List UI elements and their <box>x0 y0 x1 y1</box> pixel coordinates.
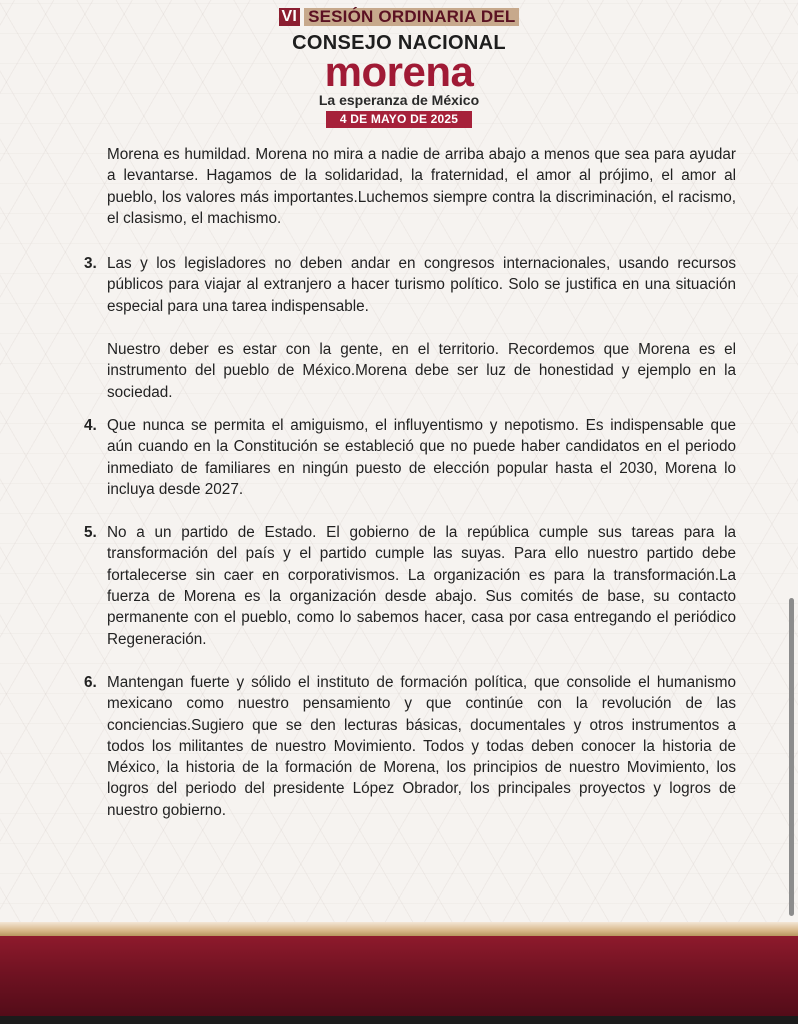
document-body <box>80 144 736 843</box>
intro-paragraph: Morena es humildad. Morena no mira a nadie de arriba abajo a menos que sea para ayudar a levantarse. Hagamos de la solidaridad, la fraternidad, el amor al prójimo, el amor al pueblo, los valores más importantes.Luchemos siempre contra la discriminación, el racismo, el clasismo, el machismo. <box>107 146 736 227</box>
item-number: 6. <box>84 673 97 691</box>
list-item-4 <box>80 415 736 500</box>
item-number: 5. <box>84 524 97 542</box>
session-title: SESIÓN ORDINARIA DEL <box>304 8 519 26</box>
item-text: Que nunca se permita el amiguismo, el influyentismo y nepotismo. Es indispensable que aún cuando en la Constitución se estableció que no puede haber candidatos en el periodo inmediato de familiares en ningún puesto de elección popular hasta el 2030, Morena lo incluya desde 2027. <box>107 416 736 498</box>
vertical-scrollbar[interactable] <box>789 598 794 916</box>
slogan: La esperanza de México <box>318 92 480 108</box>
item-text: Las y los legisladores no deben andar en congresos internacionales, usando recursos públicos para viajar al extranjero a hacer turismo político. Solo se justifica en una situación especial para una tarea indispensable. <box>107 255 736 315</box>
footer-maroon-band <box>0 936 798 1024</box>
footer-black-stripe <box>0 1016 798 1024</box>
list-item-5 <box>80 522 736 650</box>
item-text: Mantengan fuerte y sólido el instituto de formación política, que consolide el humanismo mexicano como nuestro pensamiento y que continúe con la revolución de las conciencias.Sugiero que se den lecturas básicas, documentales y otros instrumentos a todos los militantes de nuestro Movimiento. Todos y todas deben conocer la historia de México, la historia de la formación de Morena, los principios de nuestro Movimiento, los logros del periodo del presidente López Obrador, los principales proyectos y logros de nuestro gobierno. <box>107 673 736 819</box>
footer-gold-stripe <box>0 922 798 936</box>
council-title: CONSEJO NACIONAL <box>292 32 506 54</box>
item-text-continued: Nuestro deber es estar con la gente, en el territorio. Recordemos que Morena es el instrumento del pueblo de México.Morena debe ser luz de honestidad y ejemplo en la sociedad. <box>107 341 736 401</box>
session-number: VI <box>279 8 301 26</box>
list-item-6 <box>80 672 736 821</box>
session-banner <box>279 8 520 26</box>
event-date: 4 DE MAYO DE 2025 <box>326 111 472 128</box>
list-item-3 <box>80 253 736 403</box>
footer-band <box>0 922 798 1024</box>
morena-logo: morena <box>324 48 474 95</box>
item-number: 4. <box>84 416 97 434</box>
item-number: 3. <box>84 255 97 273</box>
document-header <box>0 8 798 128</box>
item-text: No a un partido de Estado. El gobierno de la república cumple sus tareas para la transformación del país y el partido cumple las suyas. Para ello nuestro partido debe fortalecerse sin caer en corporativismos. La organización es para la transformación.La fuerza de Morena es la organización desde abajo. Sus comités de base, su contacto permanente con el pueblo, como lo sabemos hacer, casa por casa entregando el periódico Regeneración. <box>107 524 736 648</box>
